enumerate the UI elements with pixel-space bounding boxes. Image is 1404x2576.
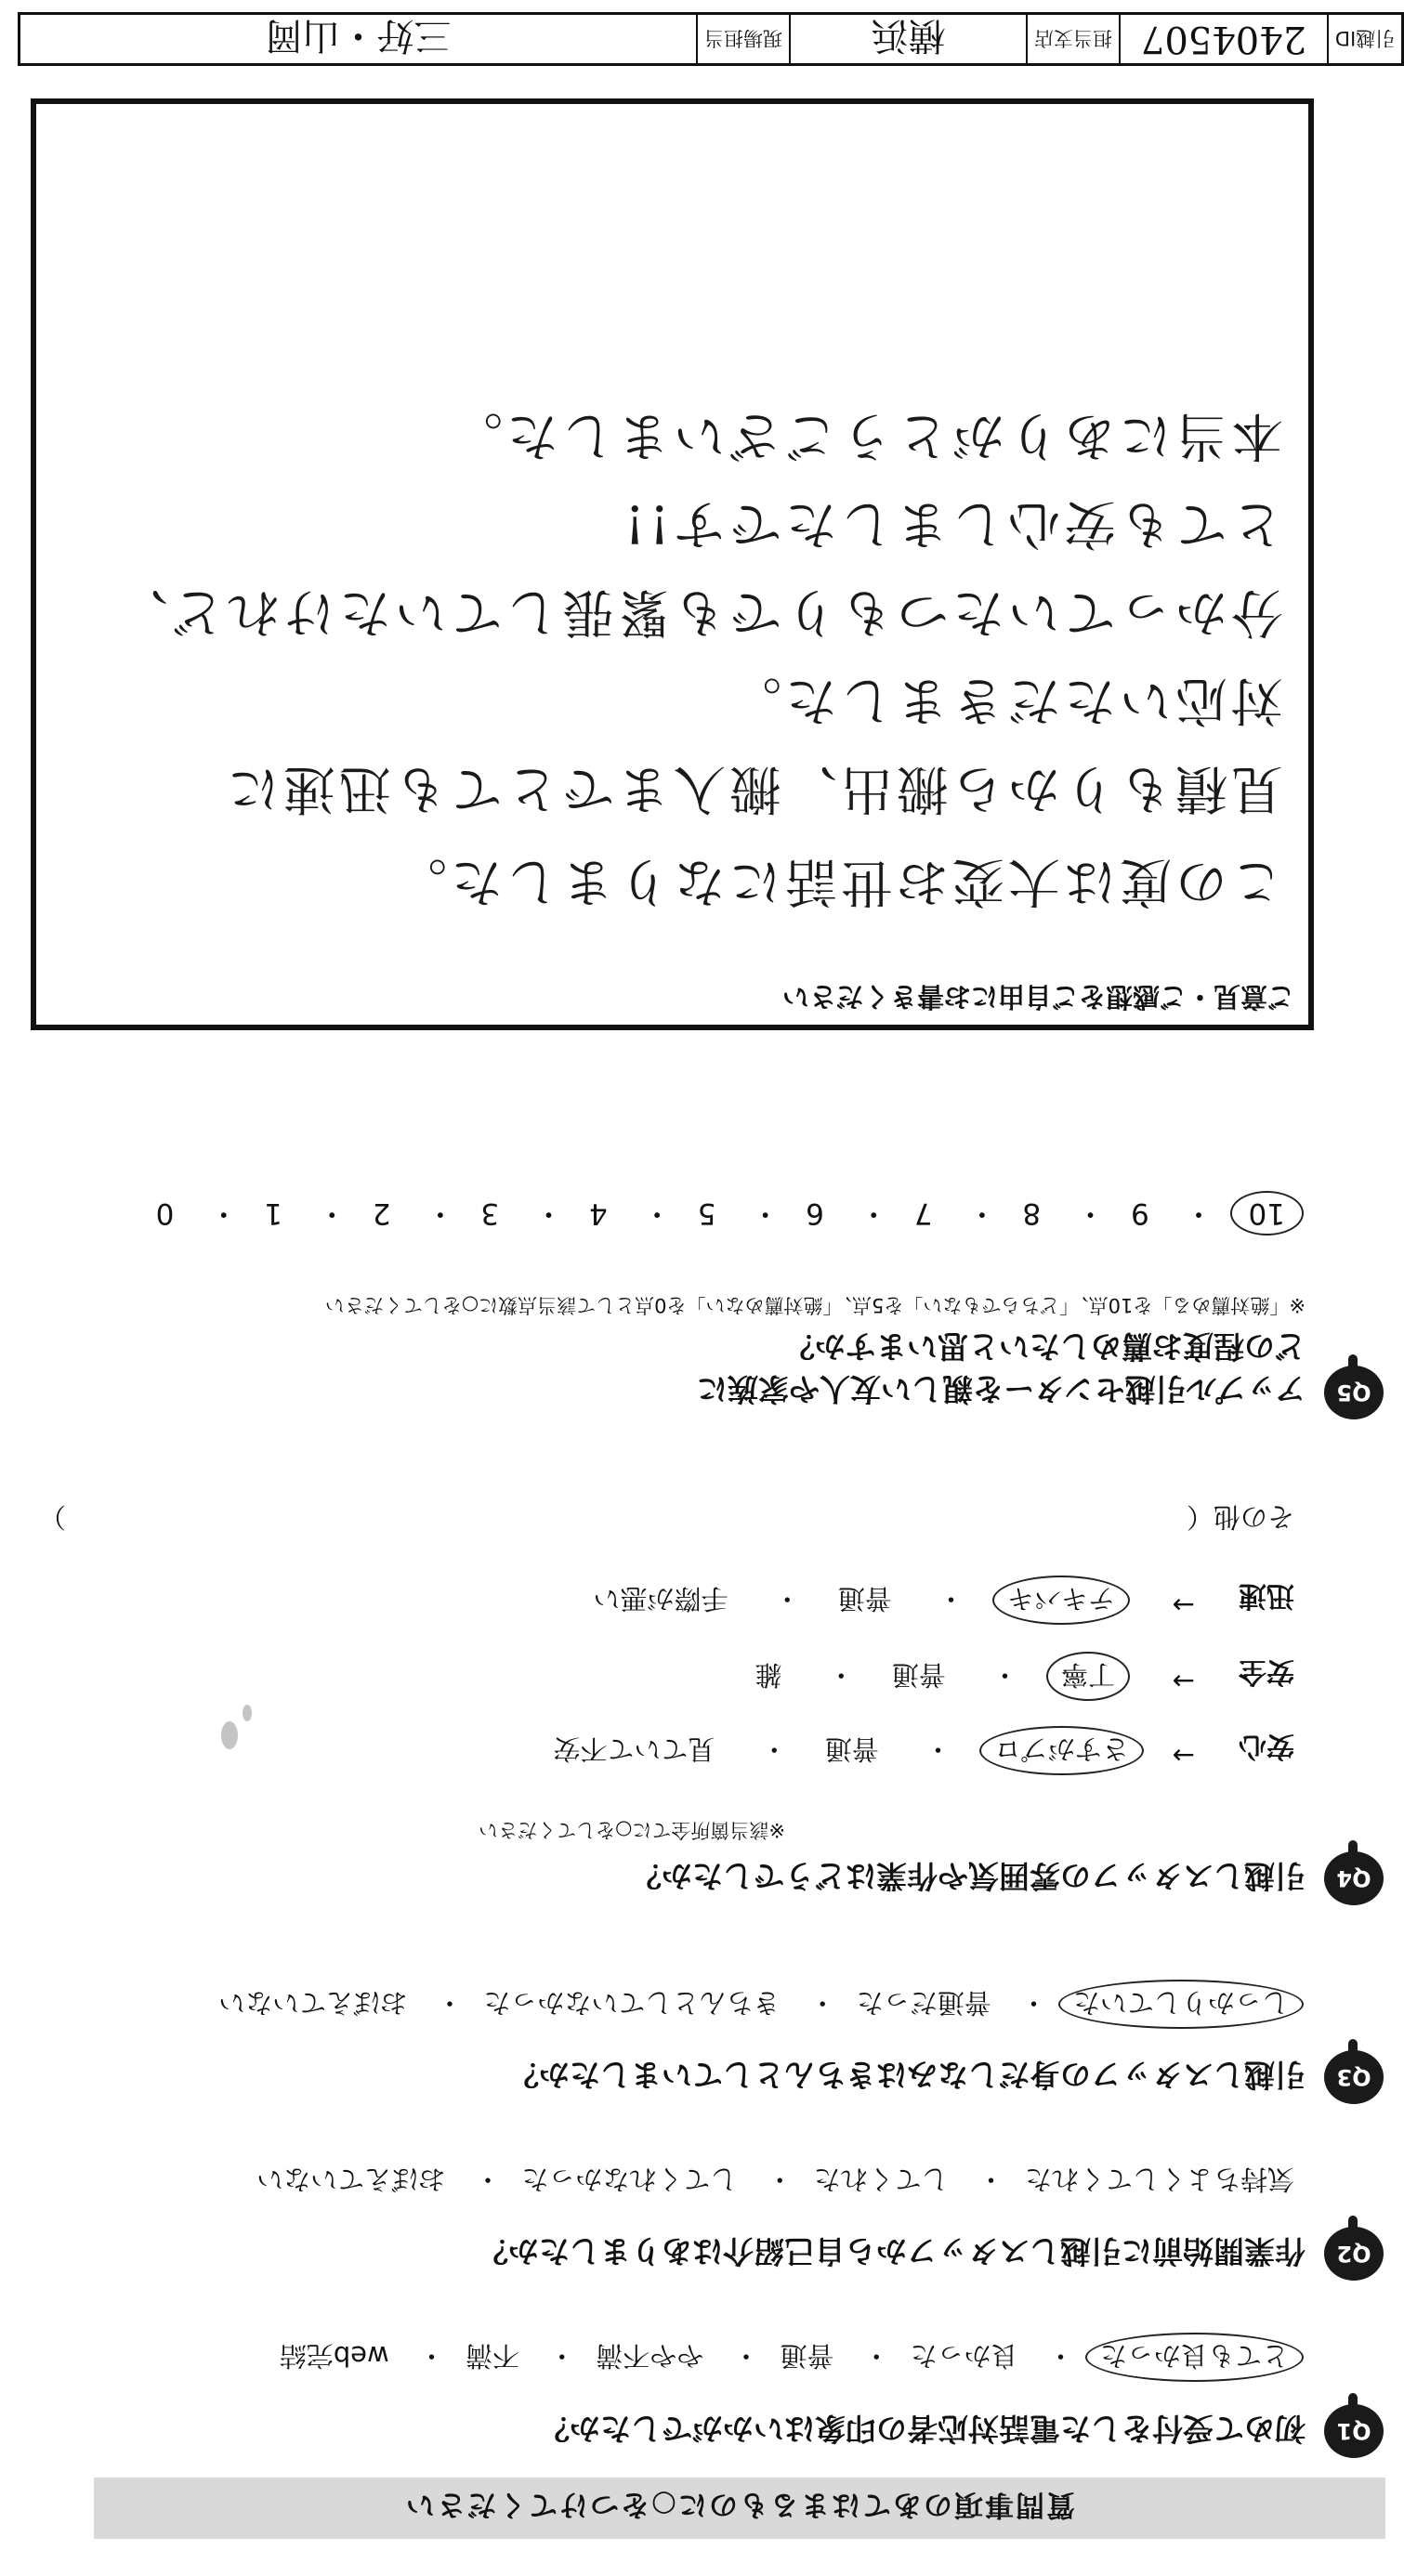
comment-handwritten-line: 対応いただきました。 xyxy=(726,670,1283,730)
q4-row-label-jinsoku: 迅速 xyxy=(1239,1579,1294,1612)
q2-text: 作業開始前に引越しスタッフから自己紹介はありましたか？ xyxy=(478,2233,1306,2269)
q5-score[interactable]: 1 xyxy=(264,1196,282,1230)
q1-text: 初めて受付をした電話対応者の印象はいかがでしたか？ xyxy=(539,2411,1306,2447)
q4-text: 引越しスタッフの雰囲気や作業はどうでしたか？ xyxy=(631,1858,1306,1894)
q4-row-label-anzen: 安全 xyxy=(1239,1655,1294,1688)
q5-score[interactable]: 4 xyxy=(588,1196,608,1230)
comment-handwritten-line: 分かっていたつもりでも緊張していたけれど、 xyxy=(112,582,1283,642)
arrow-icon: → xyxy=(1172,1740,1195,1772)
q2-badge: Q2 xyxy=(1324,2227,1384,2281)
q5-score[interactable]: 3 xyxy=(480,1196,500,1230)
comment-handwritten-line: 本当にありがとうございました。 xyxy=(447,405,1283,465)
q4-option-selected[interactable]: 丁寧 xyxy=(1046,1652,1130,1701)
branch-label: 担当支店 xyxy=(1026,15,1119,63)
q5-note: ※「絶対薦める」を10点、「どちらでもない」を5点、「絶対薦めない」を0点として該当点数に○をしてください xyxy=(324,1294,1306,1316)
comment-handwritten-line: この度は大変お世話になりました。 xyxy=(391,851,1283,911)
q2-options: 気持ちよくしてくれた・ してくれた・ してくれなかった・ おぼえていない xyxy=(256,2162,1294,2200)
q2-option[interactable]: 気持ちよくしてくれた xyxy=(1024,2164,1294,2195)
q5-badge: Q5 xyxy=(1324,1366,1384,1419)
q4-row-options-jinsoku: テキパキ・ 普通・ 手際が悪い xyxy=(593,1581,1121,1619)
arrow-icon: → xyxy=(1172,1589,1195,1621)
q4-option[interactable]: 普通 xyxy=(837,1583,892,1615)
q4-option[interactable]: 見ていて不安 xyxy=(553,1733,715,1765)
move-id-label: 引越ID xyxy=(1327,15,1401,63)
q1-option[interactable]: 良かった xyxy=(910,2340,1018,2372)
q4-row-options-anzen: 丁寧・ 普通・ 雑 xyxy=(754,1657,1121,1695)
q3-text: 引越しスタッフの身だしなみはきちんとしていましたか？ xyxy=(508,2057,1306,2093)
q4-option-selected[interactable]: さすがプロ xyxy=(979,1726,1144,1775)
q5-score[interactable]: 6 xyxy=(806,1196,824,1230)
arrow-icon: → xyxy=(1172,1666,1195,1697)
q5-score-selected[interactable]: 10 xyxy=(1230,1191,1304,1236)
q3-badge: Q3 xyxy=(1324,2050,1384,2104)
comment-handwritten-line: とても安心しましたです!! xyxy=(620,493,1283,554)
q1-badge: Q1 xyxy=(1324,2404,1384,2458)
q2-option[interactable]: おぼえていない xyxy=(256,2164,446,2195)
q4-other-close: ） xyxy=(38,1501,66,1533)
q3-option[interactable]: きちんとしていなかった xyxy=(483,1987,781,2019)
staff-label: 現場担当 xyxy=(696,15,789,63)
q4-other-label: その他（ xyxy=(1186,1501,1294,1533)
move-id-value: 2404507 xyxy=(1119,15,1327,63)
comment-handwritten-line: 見積もりから搬出、搬入までとても迅速に xyxy=(224,758,1283,818)
q5-score[interactable]: 5 xyxy=(697,1196,716,1230)
q3-option[interactable]: 普通だった xyxy=(856,1987,991,2019)
q5-score[interactable]: 8 xyxy=(1022,1196,1042,1230)
q1-options: とても良かった・ 良かった・ 普通・ やや不満・ 不満・ web完結 xyxy=(280,2338,1294,2376)
q5-score[interactable]: 2 xyxy=(372,1196,391,1230)
comment-title: ご意見・ご感想をご自由にお書きください xyxy=(781,981,1294,1013)
q5-text-line2: どの程度お薦めしたいと思いますか？ xyxy=(784,1328,1306,1365)
q1-option-selected[interactable]: とても良かった xyxy=(1085,2333,1304,2382)
q3-option[interactable]: おぼえていない xyxy=(218,1987,408,2019)
q4-badge: Q4 xyxy=(1324,1851,1384,1905)
q1-option[interactable]: web完結 xyxy=(279,2340,389,2372)
q1-option[interactable]: 不満 xyxy=(465,2340,519,2372)
footer-info-table xyxy=(18,12,1404,66)
q5-scale: 10・ 9・ 8・ 7・ 6・ 5・ 4・ 3・ 2・ 1・ 0 xyxy=(156,1196,1294,1237)
q1-option[interactable]: やや不満 xyxy=(596,2340,704,2372)
q5-text-line1: アップル引越センターを親しい友人や家族に xyxy=(696,1371,1306,1407)
q4-row-label-anshin: 安心 xyxy=(1239,1730,1294,1762)
q3-option-selected[interactable]: しっかりしていた xyxy=(1058,1980,1304,2029)
branch-value: 横浜 xyxy=(789,15,1026,63)
instruction-banner: 質問事項のあてはまるものに○をつけてください xyxy=(94,2478,1385,2539)
scan-smudge xyxy=(243,1705,252,1721)
q5-score[interactable]: 7 xyxy=(913,1196,933,1230)
q2-option[interactable]: してくれなかった xyxy=(521,2164,738,2195)
q5-score[interactable]: 9 xyxy=(1130,1196,1149,1230)
q4-option[interactable]: 雑 xyxy=(754,1659,782,1691)
q4-option[interactable]: 普通 xyxy=(891,1659,946,1691)
q5-score[interactable]: 0 xyxy=(155,1196,175,1230)
q4-note: ※該当箇所全てに○をしてください xyxy=(479,1819,785,1841)
q4-option[interactable]: 普通 xyxy=(824,1733,879,1765)
q4-row-options-anshin: さすがプロ・ 普通・ 見ていて不安 xyxy=(553,1732,1135,1770)
q3-options: しっかりしていた・ 普通だった・ きちんとしていなかった・ おぼえていない xyxy=(218,1985,1294,2023)
scan-smudge xyxy=(221,1721,238,1749)
staff-value: 三好・山岡 xyxy=(265,14,452,58)
q1-option[interactable]: 普通 xyxy=(780,2340,834,2372)
q2-option[interactable]: してくれた xyxy=(813,2164,949,2195)
q4-option[interactable]: 手際が悪い xyxy=(593,1583,728,1615)
q4-option-selected[interactable]: テキパキ xyxy=(992,1576,1130,1625)
